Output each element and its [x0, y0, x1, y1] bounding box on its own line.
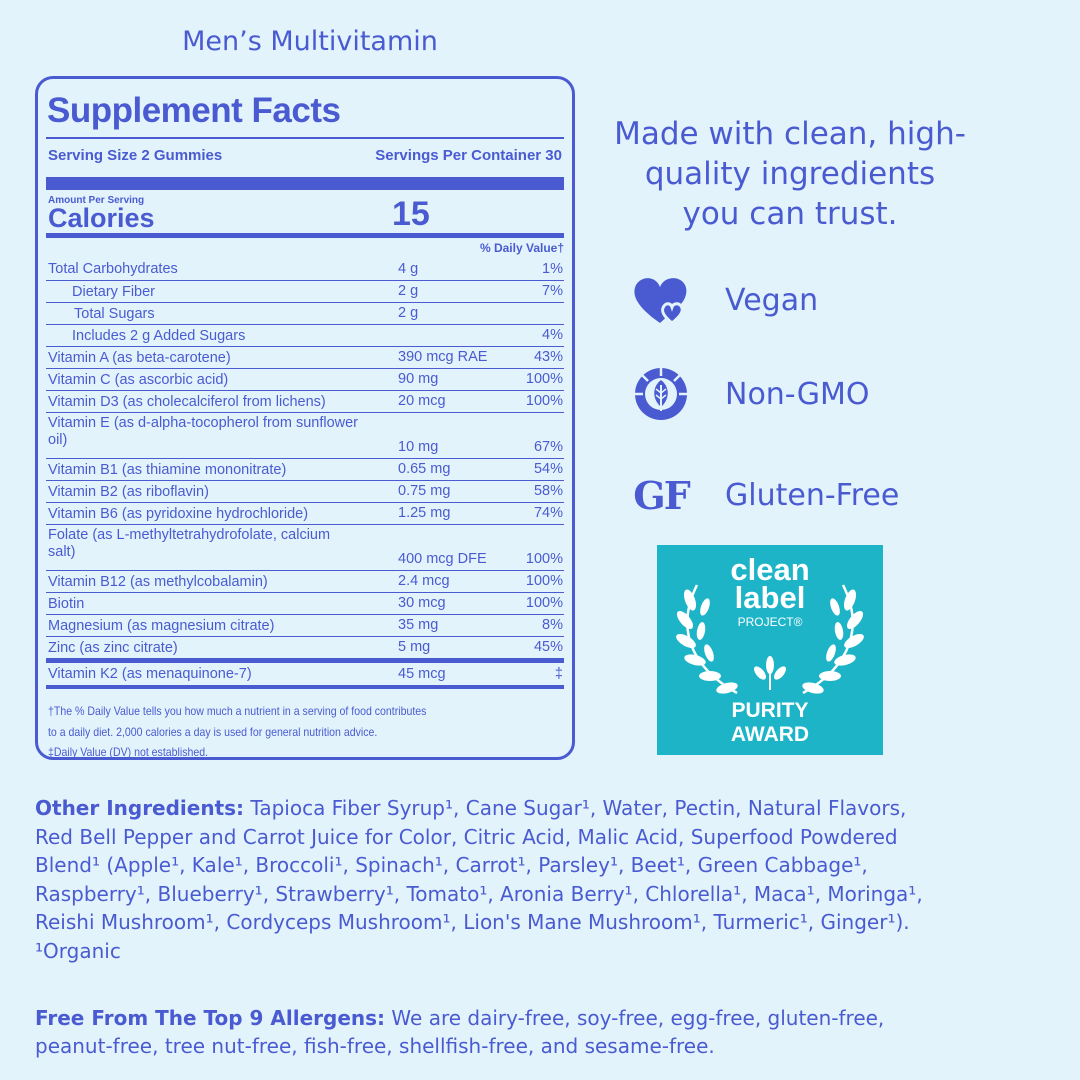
- nutrient-dv: 7%: [542, 283, 563, 299]
- nutrient-name: Biotin: [48, 596, 85, 612]
- badge-line: label: [734, 580, 806, 615]
- medium-divider: [46, 685, 564, 689]
- nutrient-amount: 0.65 mg: [398, 461, 451, 477]
- nutrient-dv: 45%: [533, 639, 563, 655]
- medium-divider: [46, 233, 564, 238]
- nutrient-name: Vitamin B1 (as thiamine mononitrate): [48, 462, 287, 478]
- feature-gluten-free: [630, 468, 899, 522]
- badge-award-line: PURITY: [731, 699, 809, 722]
- other-ingredients: [35, 794, 1045, 965]
- nutrient-dv: 4%: [542, 327, 563, 343]
- badge-project: PROJECT®: [737, 615, 803, 629]
- tagline-line: Made with clean, high-: [614, 116, 966, 152]
- badge-award: [657, 699, 883, 747]
- nutrient-amount: 45 mcg: [398, 666, 446, 682]
- nutrient-amount: 400 mcg DFE: [398, 551, 487, 567]
- nutrient-name: Zinc (as zinc citrate): [48, 640, 178, 656]
- table-row: [46, 390, 564, 412]
- table-row: [46, 524, 564, 570]
- tagline: [590, 114, 990, 234]
- ingredients-line: Raspberry¹, Blueberry¹, Strawberry¹, Tomato¹, Aronia Berry¹, Chlorella¹, Maca¹, Moringa¹,: [35, 881, 923, 906]
- nutrient-name: Vitamin D3 (as cholecalciferol from lichens): [48, 394, 326, 410]
- clean-label-project-badge: [657, 545, 883, 755]
- nutrient-dv: 58%: [533, 483, 563, 499]
- allergens-line: We are dairy-free, soy-free, egg-free, gluten-free,: [391, 1006, 885, 1030]
- footnote-line: to a daily diet. 2,000 calories a day is used for general nutrition advice.: [48, 724, 378, 739]
- nutrient-amount: 10 mg: [398, 439, 439, 455]
- nutrient-name: Total Carbohydrates: [48, 261, 178, 277]
- table-row: [46, 502, 564, 524]
- nutrient-dv: ‡: [554, 666, 563, 682]
- nutrient-dv: 1%: [542, 261, 563, 277]
- table-row: [46, 663, 564, 685]
- nutrient-name: Magnesium (as magnesium citrate): [48, 618, 275, 634]
- tagline-line: you can trust.: [682, 196, 898, 232]
- nutrient-dv: 8%: [542, 617, 563, 633]
- nutrient-dv: 100%: [525, 393, 563, 409]
- supplement-facts-panel: [35, 76, 575, 760]
- nutrient-name: Vitamin C (as ascorbic acid): [48, 372, 229, 388]
- nutrient-dv: 100%: [525, 573, 563, 589]
- nutrient-name: Includes 2 g Added Sugars: [72, 328, 246, 344]
- nutrient-table: [46, 258, 564, 689]
- heart-icon: [630, 273, 692, 327]
- ingredients-line: Tapioca Fiber Syrup¹, Cane Sugar¹, Water, Pectin, Natural Flavors,: [250, 796, 907, 820]
- nutrient-amount: 90 mg: [398, 371, 439, 387]
- table-row: [46, 614, 564, 636]
- allergen-statement: [35, 1004, 1045, 1060]
- table-row: [46, 258, 564, 280]
- nutrient-dv: 67%: [533, 439, 563, 455]
- nutrient-name: Vitamin E (as d-alpha-tocopherol from sunflower oil): [48, 415, 359, 448]
- badge-award-line: AWARD: [730, 723, 810, 746]
- nutrient-amount: 4 g: [398, 261, 419, 277]
- servings-per-container: Servings Per Container 30: [375, 147, 562, 164]
- product-title: Men’s Multivitamin: [182, 26, 438, 57]
- nutrient-amount: 20 mcg: [398, 393, 446, 409]
- nutrient-name: Vitamin B6 (as pyridoxine hydrochloride): [48, 506, 309, 522]
- nutrient-name: Vitamin B2 (as riboflavin): [48, 484, 209, 500]
- table-row: [46, 324, 564, 346]
- table-row: [46, 480, 564, 502]
- table-row: [46, 412, 564, 458]
- gf-icon: GF: [633, 472, 689, 518]
- other-ingredients-label: Other Ingredients:: [35, 796, 245, 820]
- leaf-sun-icon: [630, 367, 692, 421]
- nutrient-dv: 100%: [525, 551, 563, 567]
- footnote-line: ‡Daily Value (DV) not established.: [48, 745, 209, 759]
- footnote-line: †The % Daily Value tells you how much a nutrient in a serving of food contributes: [48, 704, 427, 718]
- calories-label: Calories: [48, 203, 155, 233]
- nutrient-amount: 35 mg: [398, 617, 439, 633]
- table-row: [46, 636, 564, 658]
- nutrient-name: Vitamin B12 (as methylcobalamin): [48, 574, 268, 590]
- supplement-facts-heading: Supplement Facts: [47, 91, 341, 130]
- nutrient-amount: 0.75 mg: [398, 483, 451, 499]
- daily-value-footnote: [48, 701, 541, 763]
- nutrient-amount: 30 mcg: [398, 595, 446, 611]
- table-row: [46, 592, 564, 614]
- nutrient-name: Vitamin A (as beta-carotene): [48, 350, 231, 366]
- nutrient-name: Dietary Fiber: [72, 284, 155, 300]
- nutrient-amount: 2.4 mcg: [398, 573, 450, 589]
- ingredients-line: Reishi Mushroom¹, Cordyceps Mushroom¹, Lion's Mane Mushroom¹, Turmeric¹, Ginger¹).: [35, 910, 910, 934]
- table-row: [46, 368, 564, 390]
- divider: [46, 137, 564, 139]
- badge-line: clean: [730, 552, 810, 587]
- allergens-label: Free From The Top 9 Allergens:: [35, 1006, 386, 1030]
- amount-per-serving: Amount Per Serving: [48, 195, 145, 206]
- nutrient-amount: 390 mcg RAE: [398, 349, 488, 365]
- serving-size: Serving Size 2 Gummies: [48, 147, 223, 164]
- nutrient-name: Vitamin K2 (as menaquinone-7): [48, 666, 252, 682]
- nutrient-amount: 2 g: [398, 283, 419, 299]
- tagline-line: quality ingredients: [644, 156, 936, 192]
- feature-label: Vegan: [725, 282, 819, 318]
- feature-label: Non-GMO: [725, 376, 870, 412]
- calories-value: 15: [392, 195, 430, 233]
- daily-value-header: % Daily Value†: [479, 241, 564, 255]
- feature-non-gmo: [630, 367, 869, 421]
- ingredients-line: ¹Organic: [35, 938, 121, 963]
- nutrient-dv: 100%: [525, 595, 563, 611]
- nutrient-dv: 74%: [533, 505, 563, 521]
- table-row: [46, 458, 564, 480]
- ingredients-line: Red Bell Pepper and Carrot Juice for Color, Citric Acid, Malic Acid, Superfood Powdered: [35, 824, 898, 849]
- nutrient-name: Total Sugars: [74, 306, 155, 322]
- table-row: [46, 280, 564, 302]
- table-row: [46, 346, 564, 368]
- nutrient-amount: 5 mg: [398, 639, 431, 655]
- thick-divider: [46, 177, 564, 190]
- feature-vegan: [630, 273, 818, 327]
- feature-label: Gluten-Free: [725, 477, 900, 513]
- table-row: [46, 302, 564, 324]
- nutrient-dv: 100%: [525, 371, 563, 387]
- ingredients-line: Blend¹ (Apple¹, Kale¹, Broccoli¹, Spinach¹, Carrot¹, Parsley¹, Beet¹, Green Cabbage¹,: [35, 853, 868, 877]
- nutrient-amount: 2 g: [398, 305, 419, 321]
- table-row: [46, 570, 564, 592]
- nutrient-dv: 43%: [533, 349, 563, 365]
- nutrient-dv: 54%: [533, 461, 563, 477]
- nutrient-amount: 1.25 mg: [398, 505, 451, 521]
- nutrient-name: Folate (as L-methyltetrahydrofolate, calcium salt): [48, 527, 331, 560]
- allergens-line: peanut-free, tree nut-free, fish-free, shellfish-free, and sesame-free.: [35, 1034, 715, 1058]
